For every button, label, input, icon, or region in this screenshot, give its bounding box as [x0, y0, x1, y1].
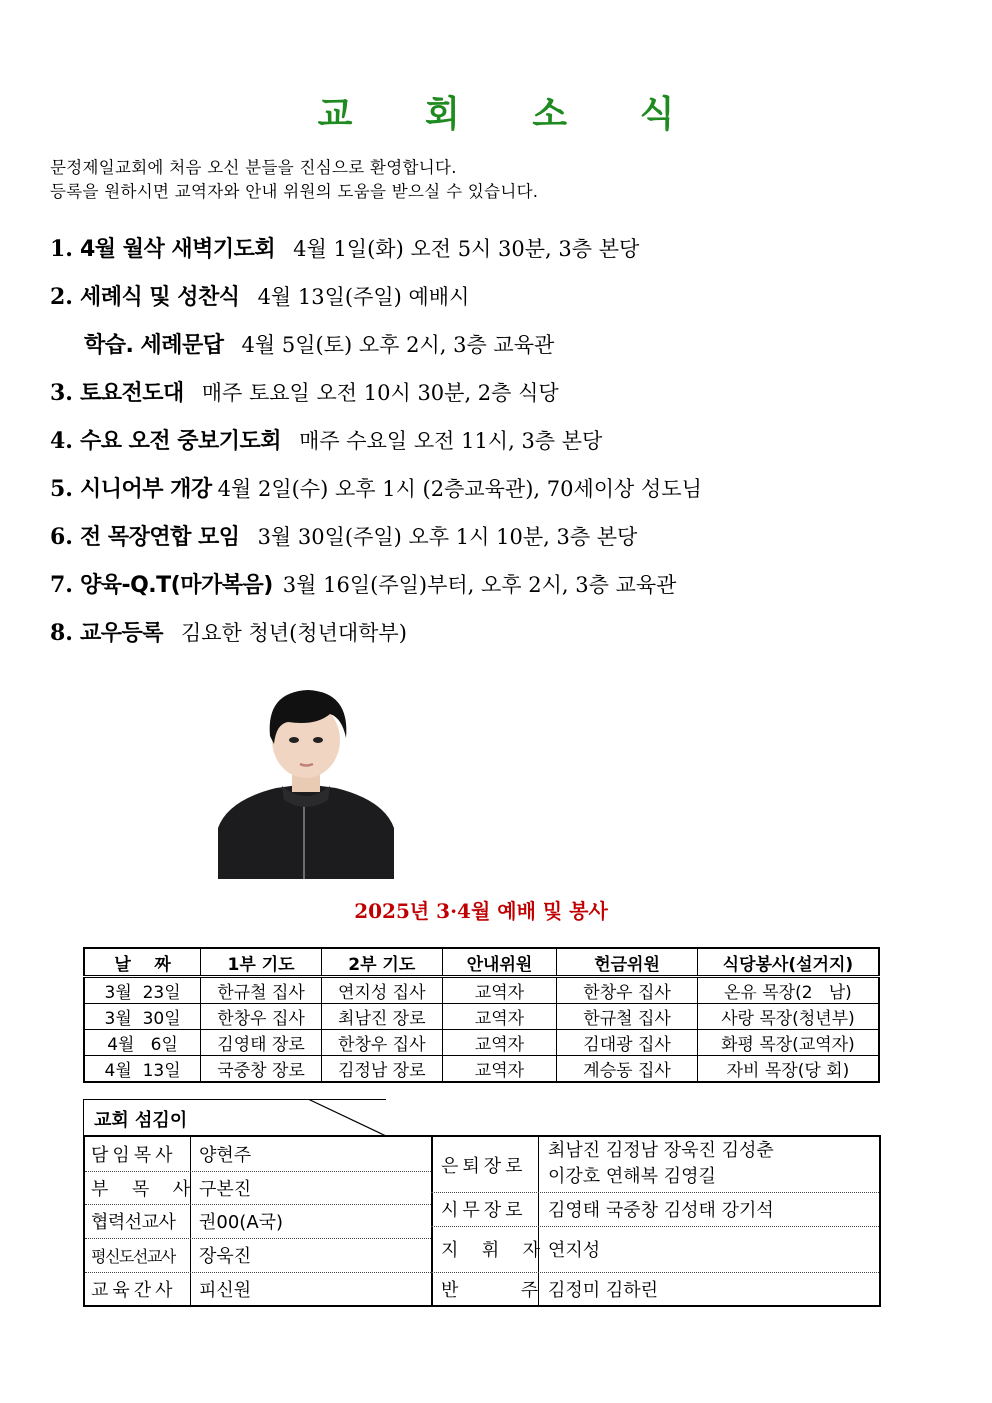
notice-number: 6.: [50, 524, 73, 550]
notice-heading: 학습. 세례문답: [84, 333, 224, 358]
staff-heading: 교회 섬김이: [94, 1110, 188, 1131]
column-header: 식당봉사(설거지): [697, 948, 879, 977]
staff-value: 피신원: [199, 1279, 252, 1301]
column-header: 1부 기도: [201, 948, 322, 977]
notice-heading: 시니어부 개강: [79, 477, 212, 502]
notice-heading: 양육-Q.T(마가복음): [79, 573, 273, 598]
notice-detail: 3월 16일(주일)부터, 오후 2시, 3층 교육관: [282, 573, 677, 597]
notice-detail: 4월 5일(토) 오후 2시, 3층 교육관: [241, 333, 555, 357]
table-cell: 계승동 집사: [557, 1056, 698, 1083]
notice-detail: 3월 30일(주일) 오후 1시 10분, 3층 본당: [257, 525, 638, 549]
staff-label: 평신도선교사: [91, 1246, 175, 1266]
table-cell: 화평 목장(교역자): [697, 1030, 879, 1056]
notice-detail: 4월 1일(화) 오전 5시 30분, 3층 본당: [293, 237, 640, 261]
table-cell: 국중창 장로: [201, 1056, 322, 1083]
table-cell: 한규철 집사: [201, 977, 322, 1004]
notice-item: [50, 376, 950, 424]
staff-label: 협력선교사: [91, 1212, 176, 1233]
staff-label: 부 목 사: [91, 1178, 195, 1200]
tab-diagonal: [309, 1099, 389, 1136]
staff-value: [548, 1138, 774, 1190]
column-header: 헌금위원: [557, 948, 698, 977]
staff-value: 권00(A국): [199, 1212, 284, 1233]
notice-item: [50, 328, 950, 376]
notice-list: [50, 232, 950, 664]
schedule-caption: 2025년 3·4월 예배 및 봉사: [354, 899, 608, 923]
table-cell: 김대광 집사: [557, 1030, 698, 1056]
notice-number: 8.: [50, 620, 73, 646]
table-cell: 3월 23일: [84, 977, 201, 1004]
service-schedule-table: [83, 947, 880, 1083]
table-header-row: [84, 948, 879, 977]
staff-value: 김영태 국중창 김성태 강기석: [548, 1200, 774, 1221]
notice-heading: 세례식 및 성찬식: [79, 285, 240, 310]
table-cell: 한창우 집사: [201, 1004, 322, 1030]
staff-label: 교육간사: [91, 1279, 177, 1301]
staff-value: 양현주: [199, 1145, 252, 1166]
table-cell: 김영태 장로: [201, 1030, 322, 1056]
table-cell: 4월 6일: [84, 1030, 201, 1056]
staff-grid: [83, 1135, 881, 1307]
notice-item: [50, 520, 950, 568]
notice-number: 4.: [50, 428, 73, 454]
divider: [431, 1137, 433, 1305]
staff-label: 은퇴장로: [441, 1155, 527, 1177]
staff-value: 연지성: [548, 1240, 601, 1261]
notice-number: 2.: [50, 284, 73, 310]
notice-detail: 매주 토요일 오전 10시 30분, 2층 식당: [201, 381, 559, 405]
staff-label: 시무장로: [441, 1200, 527, 1221]
column-header: 안내위원: [442, 948, 557, 977]
staff-value-line: 최남진 김정남 장욱진 김성춘: [548, 1140, 774, 1161]
table-cell: 사랑 목장(청년부): [697, 1004, 879, 1030]
member-photo: [218, 688, 394, 879]
divider: [190, 1137, 191, 1305]
table-cell: 교역자: [442, 1030, 557, 1056]
table-cell: 자비 목장(당 회): [697, 1056, 879, 1083]
notice-heading: 전 목장연합 모임: [79, 525, 240, 550]
staff-label: 지 휘 자: [441, 1240, 545, 1261]
notice-heading: 4월 월삭 새벽기도회: [79, 237, 276, 262]
table-cell: 4월 13일: [84, 1056, 201, 1083]
notice-item: [50, 616, 950, 664]
notice-heading: 토요전도대: [79, 381, 184, 406]
table-cell: 교역자: [442, 1004, 557, 1030]
notice-detail: 매주 수요일 오전 11시, 3층 본당: [299, 429, 603, 453]
notice-heading: 교우등록: [79, 621, 163, 646]
staff-value: 장욱진: [199, 1246, 252, 1267]
column-header: 날 짜: [84, 948, 201, 977]
table-cell: 한창우 집사: [321, 1030, 442, 1056]
notice-number: 1.: [50, 236, 73, 262]
table-cell: 한창우 집사: [557, 977, 698, 1004]
intro-line: 등록을 원하시면 교역자와 안내 위원의 도움을 받으실 수 있습니다.: [50, 182, 539, 201]
notice-item: [50, 472, 950, 520]
staff-label: 반 주: [441, 1279, 543, 1301]
table-cell: 한규철 집사: [557, 1004, 698, 1030]
table-row: [84, 1030, 879, 1056]
table-cell: 연지성 집사: [321, 977, 442, 1004]
intro-line: 문정제일교회에 처음 오신 분들을 진심으로 환영합니다.: [50, 158, 457, 177]
table-cell: 교역자: [442, 977, 557, 1004]
table-row: [84, 977, 879, 1004]
notice-number: 3.: [50, 380, 73, 406]
staff-value-line: 이강호 연해복 김영길: [548, 1166, 716, 1187]
table-cell: 최남진 장로: [321, 1004, 442, 1030]
table-row: [84, 1004, 879, 1030]
staff-value: 구본진: [199, 1178, 252, 1200]
notice-number: 5.: [50, 476, 73, 502]
notice-item: [50, 568, 950, 616]
notice-detail: 4월 2일(수) 오후 1시 (2층교육관), 70세이상 성도님: [217, 477, 702, 501]
column-header: 2부 기도: [321, 948, 442, 977]
table-cell: 교역자: [442, 1056, 557, 1083]
notice-heading: 수요 오전 중보기도회: [79, 429, 282, 454]
notice-item: [50, 424, 950, 472]
table-row: [84, 1056, 879, 1083]
church-staff-box: [83, 1099, 881, 1307]
staff-value: 김정미 김하린: [548, 1279, 659, 1301]
page-title: 교 회 소 식: [317, 94, 705, 135]
notice-number: 7.: [50, 572, 73, 598]
notice-item: [50, 232, 950, 280]
staff-label: 담임목사: [91, 1145, 177, 1166]
table-cell: 3월 30일: [84, 1004, 201, 1030]
table-cell: 김정남 장로: [321, 1056, 442, 1083]
table-cell: 온유 목장(2 남): [697, 977, 879, 1004]
notice-detail: 김요한 청년(청년대학부): [180, 621, 407, 645]
notice-item: [50, 280, 950, 328]
intro-text: [50, 156, 538, 204]
notice-detail: 4월 13일(주일) 예배시: [257, 285, 470, 309]
